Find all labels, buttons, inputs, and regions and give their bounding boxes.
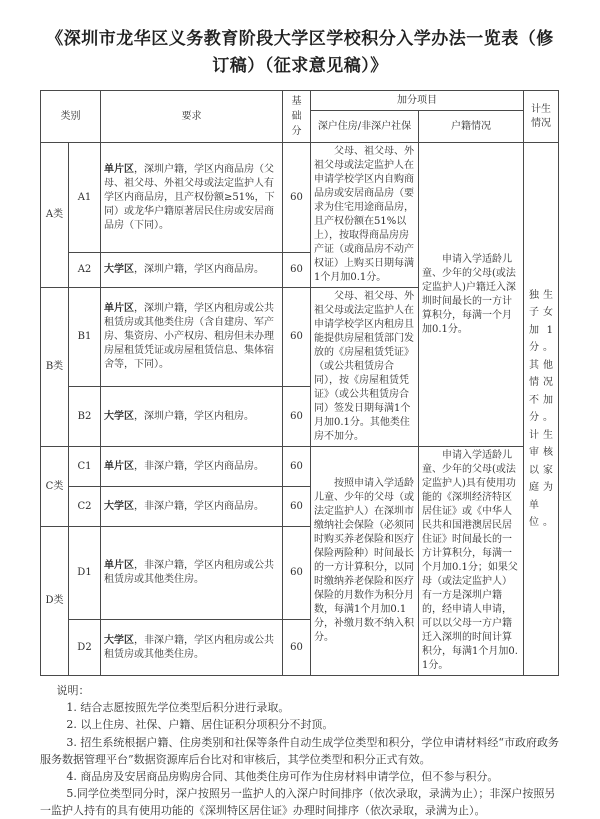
requirement-cell [101, 447, 283, 487]
row-code: D2 [69, 620, 101, 676]
bonus-housing-a-cell [311, 143, 419, 288]
requirement-cell [101, 387, 283, 447]
row-code: B1 [69, 288, 101, 387]
row-code: B2 [69, 387, 101, 447]
bonus-household-cd-cell [419, 447, 524, 676]
requirement-cell [101, 288, 283, 387]
requirement-text: ，深圳户籍，学区内租房。 [134, 410, 254, 422]
header-base-score: 基础分 [283, 91, 311, 143]
note-item-2: 2. 以上住房、社保、户籍、居住证积分项积分不封顶。 [66, 718, 334, 732]
requirement-cell [101, 527, 283, 620]
requirement-prefix: 单片区 [104, 303, 134, 315]
requirement-text: ，深圳户籍，学区内商品房。 [134, 264, 264, 276]
requirement-text: ，非深户籍，学区内商品房。 [134, 500, 264, 512]
base-score: 60 [283, 253, 311, 288]
requirement-cell [101, 487, 283, 527]
header-household: 户籍情况 [419, 111, 524, 143]
bonus-social-cd-text: 按照申请入学适龄儿童、少年的父母（或法定监护人）在深圳市缴纳社会保险（必须同时购买养老保险和医疗保险两险种）时间最长的一方计算积分，以同时缴纳养老保险和医疗保险的月数作为积分月数，每满1个月加0.1分，补缴月数不纳入积分。 [314, 478, 414, 644]
row-code: D1 [69, 527, 101, 620]
family-planning-cell [524, 143, 559, 676]
bonus-housing-b-text: 父母、祖父母、外祖父母或法定监护人在申请学校学区内租房且能提供房屋租赁部门发放的《房屋租赁凭证》（或公共租赁房合同），按《房屋租赁凭证》（或公共租赁房合同）签发日期每满1个月加0.1分。其他类住房不加分。 [314, 291, 414, 443]
bonus-household-cd-text: 申请入学适龄儿童、少年的父母(或法定监护人)具有使用功能的《深圳经济特区居住证》或《中华人民共和国港澳居民居住证》时间最长的一方计算积分，每满一个月加0.1分；如果父母（或法定监护人）有一方是深圳户籍的，经申请人申请，可以以父母一方户籍迁入深圳的时间计算积分，每满1个月加0.1分。 [422, 450, 518, 672]
policy-table [40, 90, 559, 676]
bonus-housing-b-cell [311, 288, 419, 447]
requirement-prefix: 大学区 [104, 264, 134, 276]
requirement-prefix: 大学区 [104, 410, 134, 422]
requirement-prefix: 单片区 [104, 460, 134, 472]
table-row-a1 [41, 143, 559, 253]
requirement-text: ，深圳户籍，学区内租房或公共租赁房或其他类住房（含自建房、军产房、集资房、小产权房、租房但未办理房屋租赁凭证或房屋租赁信息、集体宿舍等，下同）。 [104, 303, 274, 371]
base-score: 60 [283, 620, 311, 676]
requirement-text: ，非深户籍，学区内商品房。 [134, 460, 264, 472]
requirement-cell [101, 253, 283, 288]
base-score: 60 [283, 288, 311, 387]
base-score: 60 [283, 487, 311, 527]
requirement-prefix: 单片区 [104, 560, 134, 572]
requirement-prefix: 大学区 [104, 634, 134, 646]
row-code: C1 [69, 447, 101, 487]
header-row-1 [41, 91, 559, 111]
group-label-a: A类 [41, 143, 69, 288]
group-label-b: B类 [41, 288, 69, 447]
base-score: 60 [283, 143, 311, 253]
requirement-cell [101, 143, 283, 253]
header-requirement: 要求 [101, 91, 283, 143]
notes-section [40, 682, 560, 818]
header-family-planning: 计生情况 [524, 91, 559, 143]
bonus-social-cd-cell [311, 447, 419, 676]
page-title: 《深圳市龙华区义务教育阶段大学区学校积分入学办法一览表（修订稿）（征求意见稿）》 [46, 29, 554, 77]
requirement-prefix: 大学区 [104, 500, 134, 512]
group-label-d: D类 [41, 527, 69, 676]
base-score: 60 [283, 527, 311, 620]
row-code: A2 [69, 253, 101, 288]
group-label-c: C类 [41, 447, 69, 527]
requirement-text: ，非深户籍，学区内租房或公共租赁房或其他类住房。 [104, 634, 274, 660]
table-row-c1 [41, 447, 559, 487]
bonus-household-ab-cell [419, 143, 524, 447]
row-code: C2 [69, 487, 101, 527]
header-category: 类别 [41, 91, 101, 143]
bonus-household-ab-text: 申请入学适龄儿童、少年的父母(或法定监护人)户籍迁入深圳时间最长的一方计算积分，每满一个月加0.1分。 [422, 253, 516, 335]
requirement-cell [101, 620, 283, 676]
row-code: A1 [69, 143, 101, 253]
base-score: 60 [283, 387, 311, 447]
requirement-prefix: 单片区 [104, 163, 134, 175]
notes-label: 说明： [56, 684, 90, 698]
note-item-5: 5.同学位类型同分时，深户按照另一监护人的入深户时间排序（依次录取，录满为止）；非深户按照另一监护人持有的具有使用功能的《深圳特区居住证》办理时间排序（依次录取，录满为止）。 [40, 786, 556, 817]
header-bonus-items: 加分项目 [311, 91, 524, 111]
bonus-housing-a-text: 父母、祖父母、外祖父母或法定监护人在申请学校学区内自购商品房或安居商品房（要求为住宅用途商品房，且产权份额在51%以上），按取得商品房房产证（或商品房不动产权证）上购买日期每满1个月加0.1分。 [314, 146, 414, 284]
note-item-1: 1. 结合志愿按照先学位类型后积分进行录取。 [66, 701, 290, 715]
header-housing-social: 深户住房/非深户社保 [311, 111, 419, 143]
note-item-4: 4. 商品房及安居商品房购房合同、其他类住房可作为住房材料申请学位，但不参与积分。 [66, 769, 499, 783]
base-score: 60 [283, 447, 311, 487]
note-item-3: 3. 招生系统根据户籍、住房类别和社保等条件自动生成学位类型和积分，学位申请材料经“市政府政务服务数据管理平台”数据资源库后台比对和审核后，其学位类型和积分正式有效。 [40, 735, 560, 766]
requirement-text: ，非深户籍，学区内租房或公共租赁房或其他类住房。 [104, 560, 274, 586]
family-planning-text: 独生子女加1分。其他情况不加分。计生审核以家庭为单位。 [529, 289, 553, 529]
requirement-text: ，深圳户籍，学区内商品房（父母、祖父母、外祖父母或法定监护人有学区内商品房，且产权份额≥51%，下同）或龙华户籍原著居民住房或安居商品房（下同）。 [104, 163, 275, 231]
